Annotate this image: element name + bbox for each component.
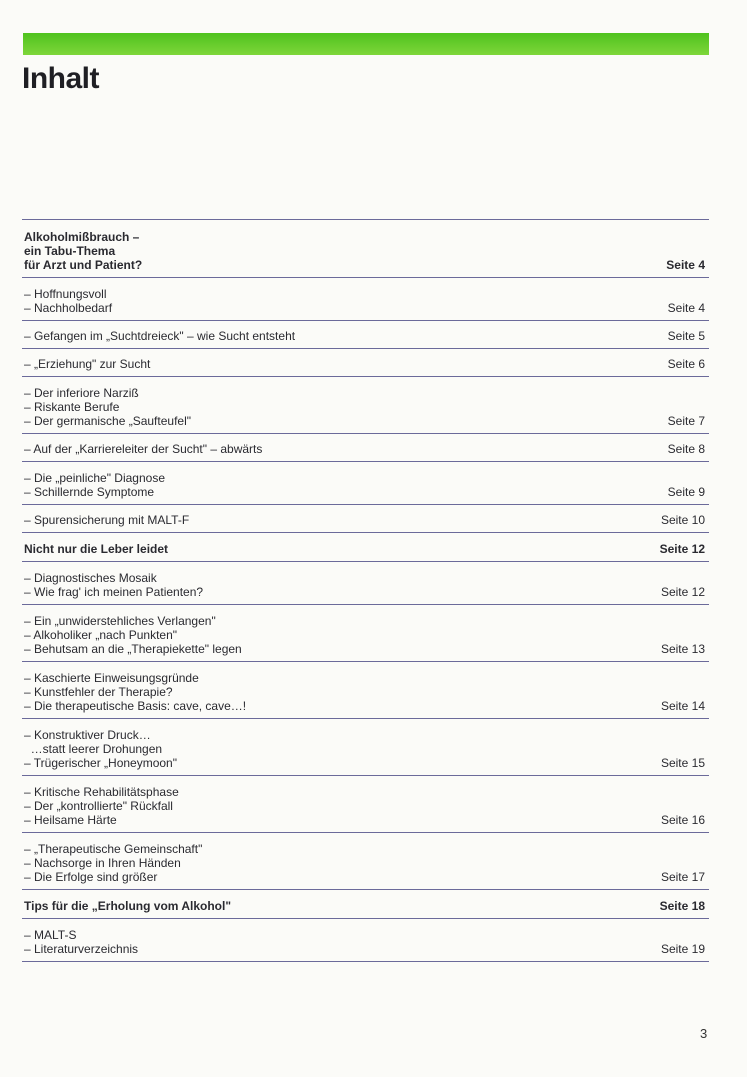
toc-entry-line: – Die „peinliche" Diagnose: [24, 471, 166, 485]
toc-section-row: [22, 505, 709, 533]
toc-entry-line: – Wie frag' ich meinen Patienten?: [24, 585, 204, 599]
toc-entry-line: – Hoffnungsvoll: [24, 287, 107, 301]
toc-entry-title: [24, 287, 112, 315]
toc-entry-line: – Gefangen im „Suchtdreieck" – wie Sucht entsteht: [24, 329, 296, 343]
toc-section-row: [22, 662, 709, 719]
toc-page-ref: Seite 12: [660, 585, 705, 599]
toc-entry-title: [24, 671, 246, 713]
toc-entry-line: – Auf der „Karriereleiter der Sucht" – abwärts: [24, 442, 263, 456]
toc-section-row: [22, 776, 709, 833]
toc-entry-line: – Heilsame Härte: [24, 813, 117, 827]
toc-page-ref: Seite 16: [660, 813, 705, 827]
toc-section-row: [22, 434, 709, 462]
toc-chapter-row: [22, 220, 709, 278]
toc-page-ref: Seite 19: [660, 942, 705, 956]
toc-entry-line: – Kaschierte Einweisungsgründe: [24, 671, 199, 685]
toc-page-ref: Seite 10: [660, 513, 705, 527]
toc-entry-title: [24, 442, 262, 456]
toc-section-row: [22, 833, 709, 890]
toc-entry-title: [24, 230, 142, 272]
toc-entry-line: – Nachholbedarf: [24, 301, 113, 315]
toc-entry-title: [24, 614, 242, 656]
toc-entry-line: ein Tabu-Thema: [24, 244, 116, 258]
toc-section-row: [22, 377, 709, 434]
toc-section-row: [22, 321, 709, 349]
toc-entry-line: Alkoholmißbrauch –: [24, 230, 140, 244]
toc-entry-line: – Behutsam an die „Therapiekette" legen: [24, 642, 242, 656]
toc-page-ref: Seite 18: [659, 899, 705, 913]
toc-entry-title: [24, 329, 295, 343]
toc-section-row: [22, 562, 709, 605]
toc-entry-title: [24, 386, 191, 428]
toc-entry-title: [24, 928, 138, 956]
page-number: 3: [700, 1026, 708, 1041]
toc-entry-line: Nicht nur die Leber leidet: [24, 542, 169, 556]
toc-section-row: [22, 719, 709, 776]
toc-page-ref: Seite 4: [666, 258, 705, 272]
header-accent-bar: [23, 33, 709, 55]
toc-entry-title: [24, 471, 165, 499]
toc-entry-line: – Die Erfolge sind größer: [24, 870, 158, 884]
toc-entry-title: [24, 842, 202, 884]
toc-page-ref: Seite 5: [667, 329, 705, 343]
table-of-contents: [22, 219, 709, 962]
toc-page-ref: Seite 9: [667, 485, 705, 499]
toc-entry-title: [24, 785, 179, 827]
toc-entry-line: – Spurensicherung mit MALT-F: [24, 513, 190, 527]
toc-entry-title: [24, 899, 231, 913]
toc-entry-line: – Schillernde Symptome: [24, 485, 155, 499]
page-title: Inhalt: [22, 62, 99, 95]
toc-entry-line: – Der inferiore Narziß: [24, 386, 139, 400]
toc-entry-line: – MALT-S: [24, 928, 77, 942]
toc-entry-line: – Konstruktiver Druck…: [24, 728, 151, 742]
toc-chapter-row: [22, 533, 709, 562]
toc-entry-title: [24, 571, 203, 599]
toc-entry-line: – Nachsorge in Ihren Händen: [24, 856, 181, 870]
toc-chapter-row: [22, 890, 709, 919]
toc-entry-line: – Literaturverzeichnis: [24, 942, 139, 956]
toc-entry-line: für Arzt und Patient?: [24, 258, 143, 272]
toc-entry-title: [24, 542, 168, 556]
toc-page-ref: Seite 17: [660, 870, 705, 884]
toc-page-ref: Seite 12: [659, 542, 705, 556]
toc-entry-line: – Ein „unwiderstehliches Verlangen": [24, 614, 216, 628]
toc-entry-line: – Der „kontrollierte" Rückfall: [24, 799, 173, 813]
toc-page-ref: Seite 4: [667, 301, 705, 315]
toc-entry-title: [24, 728, 177, 770]
toc-entry-line: – Riskante Berufe: [24, 400, 120, 414]
toc-entry-line: – Kritische Rehabilitätsphase: [24, 785, 179, 799]
toc-section-row: [22, 919, 709, 962]
toc-entry-line: – Alkoholiker „nach Punkten": [24, 628, 178, 642]
toc-entry-line: – Diagnostisches Mosaik: [24, 571, 157, 585]
toc-page-ref: Seite 7: [667, 414, 705, 428]
toc-page-ref: Seite 14: [660, 699, 705, 713]
toc-section-row: [22, 349, 709, 377]
toc-section-row: [22, 605, 709, 662]
toc-entry-line: Tips für die „Erholung vom Alkohol": [24, 899, 232, 913]
toc-page-ref: Seite 15: [660, 756, 705, 770]
toc-entry-line: – Trügerischer „Honeymoon": [24, 756, 177, 770]
toc-section-row: [22, 278, 709, 321]
toc-page-ref: Seite 8: [667, 442, 705, 456]
toc-entry-line: – Der germanische „Saufteufel": [24, 414, 192, 428]
toc-entry-line: …statt leerer Drohungen: [24, 742, 163, 756]
toc-page-ref: Seite 13: [660, 642, 705, 656]
toc-entry-title: [24, 513, 189, 527]
toc-entry-line: – „Erziehung" zur Sucht: [24, 357, 151, 371]
toc-entry-line: – Kunstfehler der Therapie?: [24, 685, 173, 699]
toc-page-ref: Seite 6: [667, 357, 705, 371]
toc-entry-line: – „Therapeutische Gemeinschaft": [24, 842, 203, 856]
toc-entry-title: [24, 357, 150, 371]
toc-section-row: [22, 462, 709, 505]
toc-entry-line: – Die therapeutische Basis: cave, cave…!: [24, 699, 247, 713]
